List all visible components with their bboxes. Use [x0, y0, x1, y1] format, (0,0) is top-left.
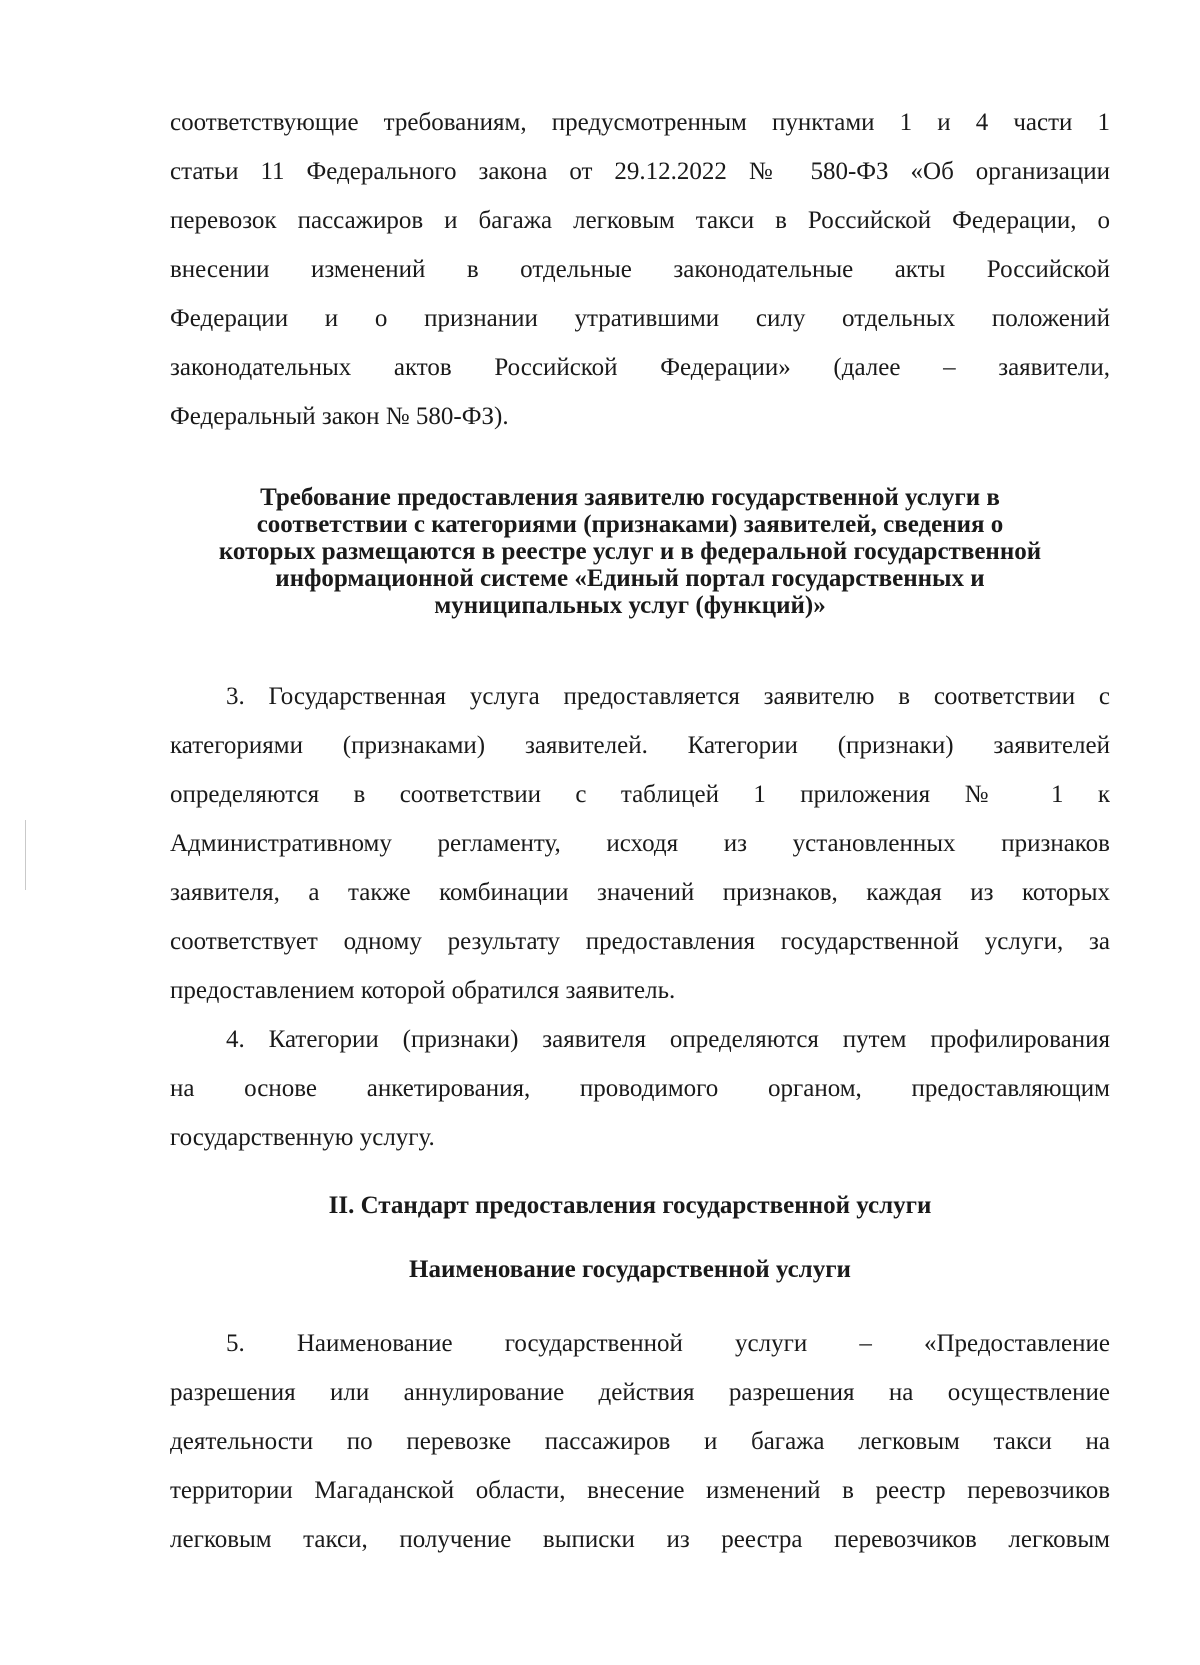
paragraph-intro: [170, 98, 1110, 441]
text-line: предоставлением которой обратился заявитель.: [170, 977, 676, 1004]
text-line: 3. Государственная услуга предоставляется заявителю в соответствии с: [226, 683, 1110, 710]
section-title: II. Стандарт предоставления государственной услуги: [328, 1192, 932, 1219]
text-line: 4. Категории (признаки) заявителя определяются путем профилирования: [226, 1026, 1110, 1053]
heading-line: информационной системе «Единый портал государственных и: [275, 565, 985, 592]
text-line: законодательных актов Российской Федерации» (далее – заявители,: [170, 354, 1110, 381]
heading-line: муниципальных услуг (функций)»: [434, 592, 826, 619]
text-line: внесении изменений в отдельные законодательные акты Российской: [170, 256, 1110, 283]
text-line: легковым такси, получение выписки из реестра перевозчиков легковым: [170, 1526, 1110, 1553]
text-line: определяются в соответствии с таблицей 1 приложения № 1 к: [170, 781, 1110, 808]
paragraph-3: [170, 672, 1110, 1015]
heading-requirement: [150, 484, 1110, 619]
text-line: Федеральный закон № 580-ФЗ).: [170, 403, 509, 430]
text-line: государственную услугу.: [170, 1124, 435, 1151]
heading-line: которых размещаются в реестре услуг и в федеральной государственной: [218, 538, 1042, 565]
text-line: соответствует одному результату предоставления государственной услуги, за: [170, 928, 1110, 955]
text-line: перевозок пассажиров и багажа легковым такси в Российской Федерации, о: [170, 207, 1110, 234]
text-line: Федерации и о признании утратившими силу отдельных положений: [170, 305, 1110, 332]
paragraph-4: [170, 1015, 1110, 1162]
scan-margin-mark: [25, 820, 26, 890]
text-line: категориями (признаками) заявителей. Категории (признаки) заявителей: [170, 732, 1110, 759]
text-line: Административному регламенту, исходя из установленных признаков: [170, 830, 1110, 857]
heading-line: Требование предоставления заявителю государственной услуги в: [260, 484, 1000, 511]
text-line: разрешения или аннулирование действия разрешения на осуществление: [170, 1379, 1110, 1406]
paragraph-5: [170, 1319, 1110, 1564]
text-line: деятельности по перевозке пассажиров и багажа легковым такси на: [170, 1428, 1110, 1455]
text-line: заявителя, а также комбинации значений признаков, каждая из которых: [170, 879, 1110, 906]
text-line: на основе анкетирования, проводимого органом, предоставляющим: [170, 1075, 1110, 1102]
text-line: соответствующие требованиям, предусмотренным пунктами 1 и 4 части 1: [170, 109, 1110, 136]
text-line: статьи 11 Федерального закона от 29.12.2022 № 580-ФЗ «Об организации: [170, 158, 1110, 185]
heading-line: соответствии с категориями (признаками) заявителей, сведения о: [256, 511, 1004, 538]
subsection-title: Наименование государственной услуги: [409, 1256, 851, 1283]
text-line: 5. Наименование государственной услуги – «Предоставление: [226, 1330, 1110, 1357]
text-line: территории Магаданской области, внесение изменений в реестр перевозчиков: [170, 1477, 1110, 1504]
